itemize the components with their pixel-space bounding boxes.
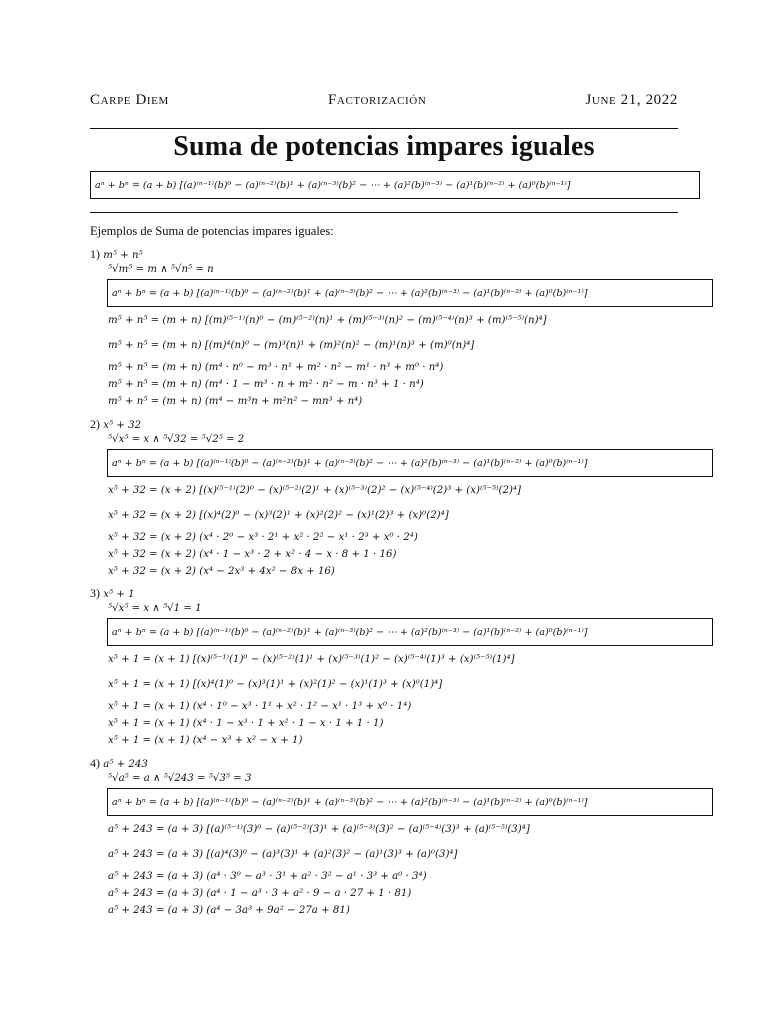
example-step: a⁵ + 243 = (a + 3) (a⁴ · 3⁰ − a³ · 3¹ + a² · 3² − a¹ · 3³ + a⁰ · 3⁴) [108,871,427,882]
header-left: Carpe Diem [90,92,169,108]
example-step: a⁵ + 243 = (a + 3) (a⁴ − 3a³ + 9a² − 27a + 81) [108,905,350,916]
example-step: x⁵ + 1 = (x + 1) [(x)⁴(1)⁰ − (x)³(1)¹ + (x)²(1)² − (x)¹(1)³ + (x)⁰(1)⁴] [108,679,443,690]
example-step: x⁵ + 32 = (x + 2) (x⁴ − 2x³ + 4x² − 8x + 16) [108,566,335,577]
example-step: x⁵ + 1 = (x + 1) (x⁴ · 1 − x³ · 1 + x² · 1 − x · 1 + 1 · 1) [108,718,384,729]
example-step: m⁵ + n⁵ = (m + n) (m⁴ − m³n + m²n² − mn³ + n⁴) [108,396,363,407]
example-number: 3) [90,586,100,600]
example-step: m⁵ + n⁵ = (m + n) (m⁴ · n⁰ − m³ · n¹ + m² · n² − m¹ · n³ + m⁰ · n⁴) [108,362,444,373]
page-title: Suma de potencias impares iguales [173,131,595,162]
example-formula-box: aⁿ + bⁿ = (a + b) [(a)⁽ⁿ⁻¹⁾(b)⁰ − (a)⁽ⁿ⁻²⁾(b)¹ + (a)⁽ⁿ⁻³⁾(b)² − ⋯ + (a)²(b)⁽ⁿ⁻³⁾ − (a)¹(b)⁽ⁿ⁻²⁾ + (a)⁰(b)⁽ⁿ⁻¹⁾] [107,618,713,646]
example-roots: ⁵√x⁵ = x ∧ ⁵√1 = 1 [108,603,202,614]
general-formula-box: aⁿ + bⁿ = (a + b) [(a)⁽ⁿ⁻¹⁾(b)⁰ − (a)⁽ⁿ⁻²⁾(b)¹ + (a)⁽ⁿ⁻³⁾(b)² − ⋯ + (a)²(b)⁽ⁿ⁻³⁾ − (a)¹(b)⁽ⁿ⁻²⁾ + (a)⁰(b)⁽ⁿ⁻¹⁾] [90,171,700,199]
examples-intro: Ejemplos de Suma de potencias impares iguales: [90,224,334,238]
example-expression: x⁵ + 1 [103,589,135,600]
example-step: x⁵ + 32 = (x + 2) [(x)⁽⁵⁻¹⁾(2)⁰ − (x)⁽⁵⁻²⁾(2)¹ + (x)⁽⁵⁻³⁾(2)² − (x)⁽⁵⁻⁴⁾(2)³ + (x)⁽⁵⁻⁵⁾(2)⁴] [108,485,522,496]
example-step: a⁵ + 243 = (a + 3) [(a)⁽⁵⁻¹⁾(3)⁰ − (a)⁽⁵⁻²⁾(3)¹ + (a)⁽⁵⁻³⁾(3)² − (a)⁽⁵⁻⁴⁾(3)³ + (a)⁽⁵⁻⁵⁾(3)⁴] [108,824,530,835]
header-center: Factorización [327,92,427,108]
example-step: x⁵ + 32 = (x + 2) [(x)⁴(2)⁰ − (x)³(2)¹ + (x)²(2)² − (x)¹(2)³ + (x)⁰(2)⁴] [108,510,449,521]
example-step: a⁵ + 243 = (a + 3) (a⁴ · 1 − a³ · 3 + a² · 9 − a · 27 + 1 · 81) [108,888,412,899]
example-formula-box: aⁿ + bⁿ = (a + b) [(a)⁽ⁿ⁻¹⁾(b)⁰ − (a)⁽ⁿ⁻²⁾(b)¹ + (a)⁽ⁿ⁻³⁾(b)² − ⋯ + (a)²(b)⁽ⁿ⁻³⁾ − (a)¹(b)⁽ⁿ⁻²⁾ + (a)⁰(b)⁽ⁿ⁻¹⁾] [107,279,713,307]
example-step: m⁵ + n⁵ = (m + n) (m⁴ · 1 − m³ · n + m² · n² − m · n³ + 1 · n⁴) [108,379,424,390]
example-step: m⁵ + n⁵ = (m + n) [(m)⁽⁵⁻¹⁾(n)⁰ − (m)⁽⁵⁻²⁾(n)¹ + (m)⁽⁵⁻³⁾(n)² − (m)⁽⁵⁻⁴⁾(n)³ + (m)⁽⁵⁻⁵⁾(n)⁴] [108,315,547,326]
example-step: a⁵ + 243 = (a + 3) [(a)⁴(3)⁰ − (a)³(3)¹ + (a)²(3)² − (a)¹(3)³ + (a)⁰(3)⁴] [108,849,458,860]
example-expression: a⁵ + 243 [103,759,148,770]
bottom-rule [90,212,678,213]
example-step: x⁵ + 32 = (x + 2) (x⁴ · 2⁰ − x³ · 2¹ + x² · 2² − x¹ · 2³ + x⁰ · 2⁴) [108,532,418,543]
example-expression: x⁵ + 32 [103,420,142,431]
header-right: June 21, 2022 [585,92,678,108]
example-step: x⁵ + 1 = (x + 1) (x⁴ · 1⁰ − x³ · 1¹ + x² · 1² − x¹ · 1³ + x⁰ · 1⁴) [108,701,412,712]
example-step: x⁵ + 1 = (x + 1) (x⁴ − x³ + x² − x + 1) [108,735,303,746]
example-step: m⁵ + n⁵ = (m + n) [(m)⁴(n)⁰ − (m)³(n)¹ + (m)²(n)² − (m)¹(n)³ + (m)⁰(n)⁴] [108,340,475,351]
example-step: x⁵ + 32 = (x + 2) (x⁴ · 1 − x³ · 2 + x² · 4 − x · 8 + 1 · 16) [108,549,397,560]
example-roots: ⁵√x⁵ = x ∧ ⁵√32 = ⁵√2⁵ = 2 [108,434,245,445]
example-formula-box: aⁿ + bⁿ = (a + b) [(a)⁽ⁿ⁻¹⁾(b)⁰ − (a)⁽ⁿ⁻²⁾(b)¹ + (a)⁽ⁿ⁻³⁾(b)² − ⋯ + (a)²(b)⁽ⁿ⁻³⁾ − (a)¹(b)⁽ⁿ⁻²⁾ + (a)⁰(b)⁽ⁿ⁻¹⁾] [107,449,713,477]
example-number: 2) [90,417,100,431]
document-page [90,0,678,1024]
example-expression: m⁵ + n⁵ [103,250,143,261]
example-number: 4) [90,756,100,770]
example-number: 1) [90,247,100,261]
example-step: x⁵ + 1 = (x + 1) [(x)⁽⁵⁻¹⁾(1)⁰ − (x)⁽⁵⁻²⁾(1)¹ + (x)⁽⁵⁻³⁾(1)² − (x)⁽⁵⁻⁴⁾(1)³ + (x)⁽⁵⁻⁵⁾(1)⁴] [108,654,515,665]
example-roots: ⁵√m⁵ = m ∧ ⁵√n⁵ = n [108,264,214,275]
running-header [90,92,678,109]
top-rule [90,128,678,129]
example-roots: ⁵√a⁵ = a ∧ ⁵√243 = ⁵√3⁵ = 3 [108,773,252,784]
example-formula-box: aⁿ + bⁿ = (a + b) [(a)⁽ⁿ⁻¹⁾(b)⁰ − (a)⁽ⁿ⁻²⁾(b)¹ + (a)⁽ⁿ⁻³⁾(b)² − ⋯ + (a)²(b)⁽ⁿ⁻³⁾ − (a)¹(b)⁽ⁿ⁻²⁾ + (a)⁰(b)⁽ⁿ⁻¹⁾] [107,788,713,816]
